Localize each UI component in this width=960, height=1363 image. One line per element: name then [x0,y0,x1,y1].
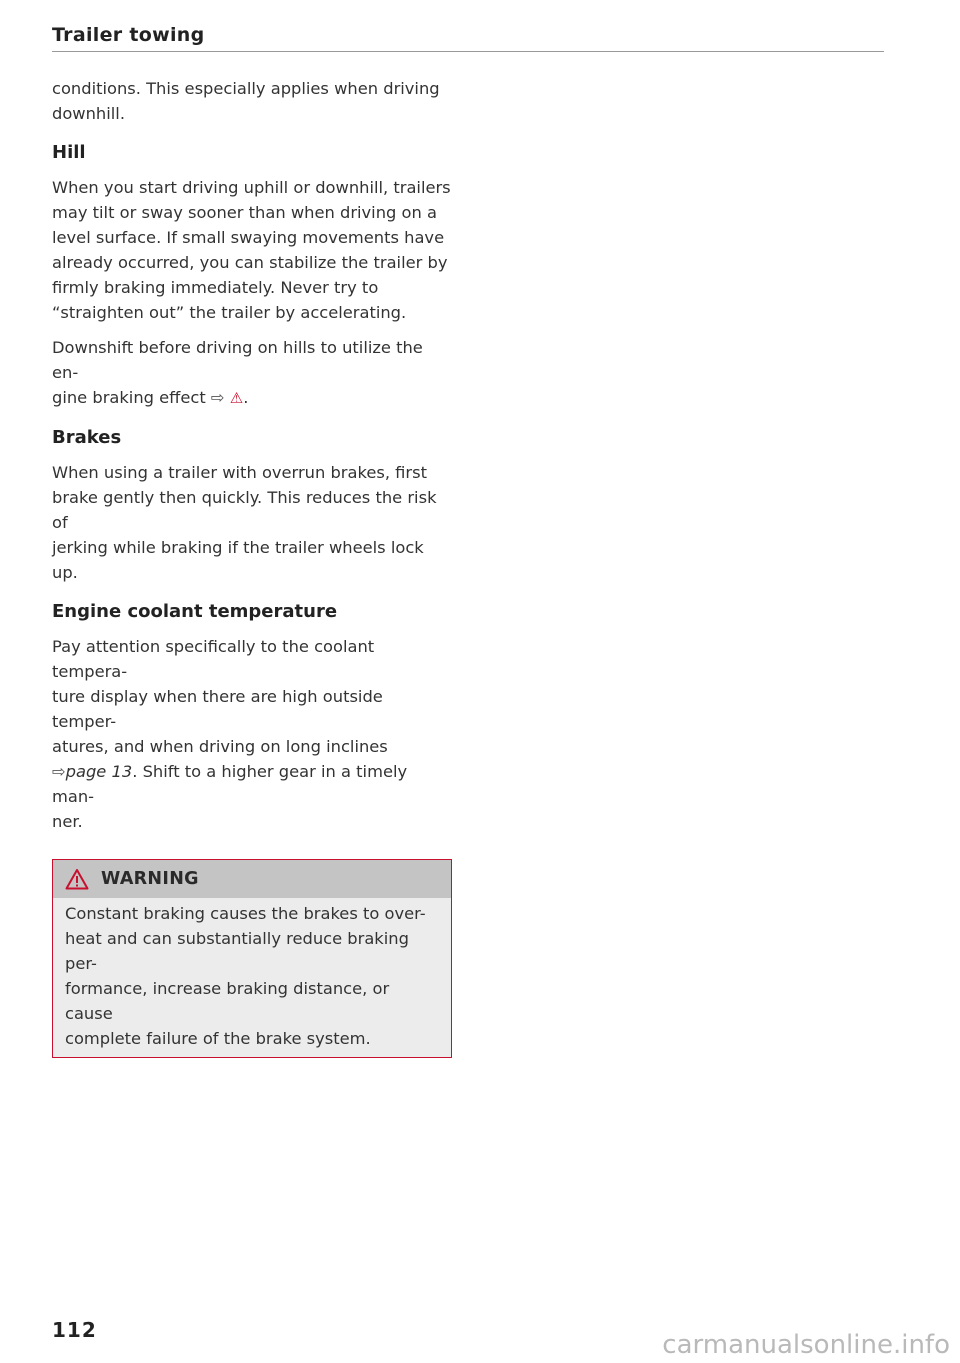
brakes-line: jerking while braking if the trailer wheels lock up. [52,538,424,582]
coolant-line: ner. [52,812,83,831]
hill-line: When you start driving uphill or downhill, trailers [52,178,451,197]
intro-line: conditions. This especially applies when driving [52,79,440,98]
section-heading-brakes: Brakes [52,427,122,448]
header-divider [52,51,884,52]
brakes-line: When using a trailer with overrun brakes, first [52,463,427,482]
warning-box [52,859,452,1058]
hill-line: firmly braking immediately. Never try to [52,278,379,297]
warning-line: complete failure of the brake system. [65,1029,371,1048]
page-header-title: Trailer towing [52,24,205,46]
intro-line: downhill. [52,104,125,123]
hill-paragraph-2 [52,335,452,411]
page-number: 112 [52,1318,97,1342]
warning-line: formance, increase braking distance, or cause [65,979,390,1023]
hill-line: level surface. If small swaying movements have [52,228,445,247]
section-heading-coolant: Engine coolant temperature [52,601,338,622]
warning-title: WARNING [101,869,199,889]
intro-paragraph [52,76,452,126]
coolant-line: ture display when there are high outside temper- [52,687,383,731]
hill-p2-line: gine braking effect [52,388,211,407]
warning-triangle-icon [65,868,89,890]
cross-reference-arrow-icon[interactable]: ⇨ [210,388,225,407]
hill-p2-line: Downshift before driving on hills to utilize the en- [52,338,423,382]
cross-reference-arrow-icon[interactable]: ⇨ [52,762,66,781]
page-reference-link[interactable]: page 13 [65,762,133,781]
coolant-line: atures, and when driving on long inclines [52,737,388,756]
warning-body [53,898,451,1057]
coolant-line: Pay attention specifically to the coolant tempera- [52,637,375,681]
brakes-line: brake gently then quickly. This reduces the risk of [52,488,437,532]
coolant-paragraph [52,634,452,834]
warning-triangle-icon[interactable]: ⚠ [229,389,244,407]
hill-line: already occurred, you can stabilize the trailer by [52,253,448,272]
hill-line: may tilt or sway sooner than when driving on a [52,203,437,222]
warning-text [65,901,437,1051]
hill-line: “straighten out” the trailer by accelerating. [52,303,407,322]
warning-line: heat and can substantially reduce braking per- [65,929,409,973]
main-column [52,76,452,1058]
warning-header [53,860,451,898]
hill-paragraph-1 [52,175,452,325]
coolant-line: . Shift to a higher gear in a timely man- [52,762,408,806]
brakes-paragraph [52,460,452,585]
punctuation: . [243,388,249,407]
watermark: carmanualsonline.info [662,1330,950,1360]
warning-line: Constant braking causes the brakes to over- [65,904,426,923]
section-heading-hill: Hill [52,142,86,163]
